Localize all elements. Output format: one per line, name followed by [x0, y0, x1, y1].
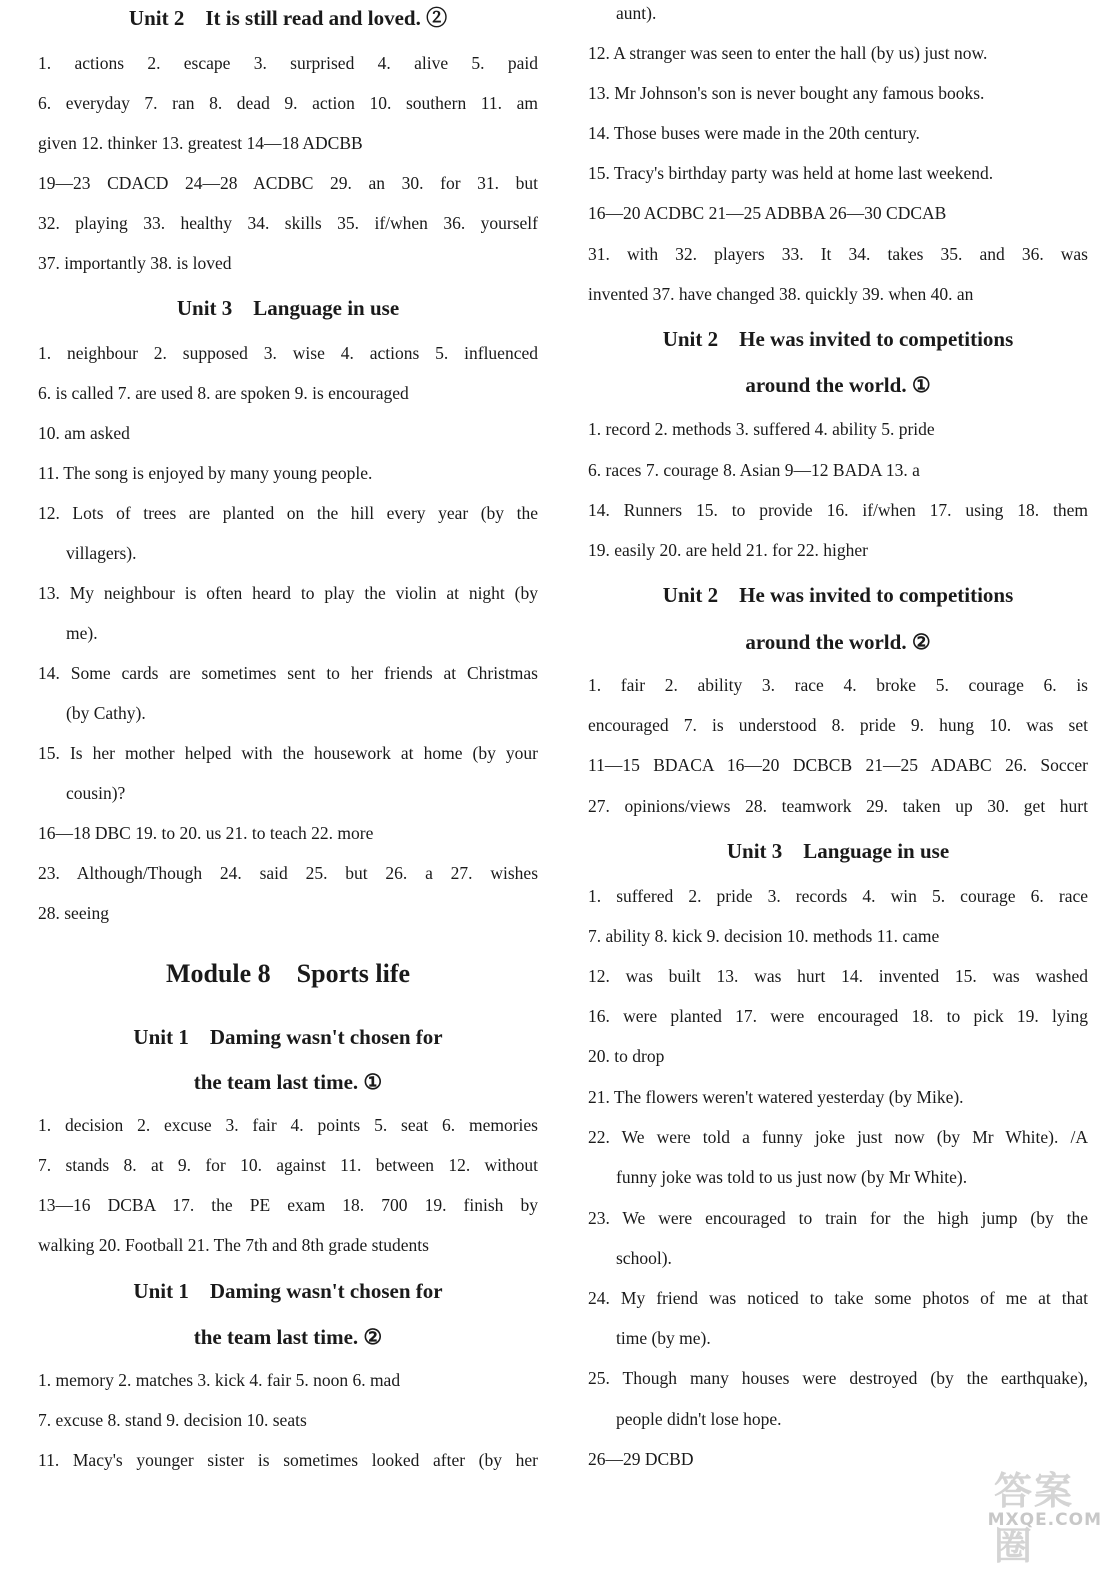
answer-line: 10. am asked — [38, 423, 130, 443]
answer-line: 16—20 ACDBC 21—25 ADBBA 26—30 CDCAB — [588, 203, 947, 223]
section-title-unit2-part2-cont: around the world. ② — [745, 630, 931, 654]
section-title-unit2: Unit 2 It is still read and loved. ② — [128, 6, 448, 30]
answer-line: 23. We were encouraged to train for the high jump (by the — [588, 1208, 1088, 1228]
answer-line: 1. suffered 2. pride 3. records 4. win 5. courage 6. race — [588, 886, 1088, 906]
answer-line: 13—16 DCBA 17. the PE exam 18. 700 19. finish by — [38, 1195, 538, 1215]
section-title-m8-unit1-part2-cont: the team last time. ② — [193, 1325, 383, 1349]
answer-line: 22. We were told a funny joke just now (by Mr White). /A — [588, 1127, 1088, 1147]
answer-line: 7. stands 8. at 9. for 10. against 11. between 12. without — [38, 1155, 538, 1175]
answer-line: 1. record 2. methods 3. suffered 4. ability 5. pride — [588, 419, 935, 439]
answer-line: 15. Tracy's birthday party was held at home last weekend. — [588, 163, 994, 183]
answer-line: 1. fair 2. ability 3. race 4. broke 5. courage 6. is — [588, 675, 1088, 695]
answer-line: 19—23 CDACD 24—28 ACDBC 29. an 30. for 31. but — [38, 173, 538, 193]
answer-line: 14. Runners 15. to provide 16. if/when 17. using 18. them — [588, 500, 1088, 520]
answer-line: 23. Although/Though 24. said 25. but 26. a 27. wishes — [38, 863, 538, 883]
answer-line: 16. were planted 17. were encouraged 18. to pick 19. lying — [588, 1006, 1088, 1026]
answer-line: 13. Mr Johnson's son is never bought any famous books. — [588, 83, 985, 103]
answer-line: walking 20. Football 21. The 7th and 8th grade students — [38, 1235, 429, 1255]
answer-line: time (by me). — [616, 1328, 711, 1348]
answer-line: 32. playing 33. healthy 34. skills 35. if/when 36. yourself — [38, 213, 538, 233]
answer-line: 31. with 32. players 33. It 34. takes 35. and 36. was — [588, 244, 1088, 264]
answer-line: people didn't lose hope. — [616, 1409, 782, 1429]
answer-line: 27. opinions/views 28. teamwork 29. taken up 30. get hurt — [588, 796, 1088, 816]
section-title-m8-unit1-part1: Unit 1 Daming wasn't chosen for — [133, 1025, 443, 1049]
answer-line: 25. Though many houses were destroyed (by the earthquake), — [588, 1368, 1088, 1388]
answer-line: invented 37. have changed 38. quickly 39. when 40. an — [588, 284, 974, 304]
answer-line: 21. The flowers weren't watered yesterday (by Mike). — [588, 1087, 964, 1107]
answer-line: 11. Macy's younger sister is sometimes looked after (by her — [38, 1450, 538, 1470]
answer-line: cousin)? — [66, 783, 126, 803]
answer-line: me). — [66, 623, 98, 643]
section-title-unit2-part2: Unit 2 He was invited to competitions — [662, 583, 1014, 607]
answer-line: 7. excuse 8. stand 9. decision 10. seats — [38, 1410, 307, 1430]
answer-line: 26—29 DCBD — [588, 1449, 694, 1469]
answer-line: funny joke was told to us just now (by Mr White). — [616, 1167, 968, 1187]
section-title-unit2-part1-cont: around the world. ① — [745, 373, 931, 397]
answer-line: 14. Those buses were made in the 20th century. — [588, 123, 920, 143]
answer-line: 6. everyday 7. ran 8. dead 9. action 10. southern 11. am — [38, 93, 538, 113]
answer-line: 15. Is her mother helped with the housework at home (by your — [38, 743, 538, 763]
answer-line: 14. Some cards are sometimes sent to her friends at Christmas — [38, 663, 538, 683]
answer-line: (by Cathy). — [66, 703, 146, 723]
answer-line: 12. Lots of trees are planted on the hill every year (by the — [38, 503, 538, 523]
answer-line: 6. is called 7. are used 8. are spoken 9. is encouraged — [38, 383, 409, 403]
module-title: Module 8 Sports life — [165, 959, 411, 988]
section-title-unit2-part1: Unit 2 He was invited to competitions — [662, 327, 1014, 351]
answer-line: encouraged 7. is understood 8. pride 9. hung 10. was set — [588, 715, 1088, 735]
answer-line: 12. A stranger was seen to enter the hall (by us) just now. — [588, 43, 988, 63]
answer-line: 37. importantly 38. is loved — [38, 253, 232, 273]
answer-line: 1. memory 2. matches 3. kick 4. fair 5. noon 6. mad — [38, 1370, 401, 1390]
answer-line: 20. to drop — [588, 1046, 665, 1066]
answer-line: 1. decision 2. excuse 3. fair 4. points 5. seat 6. memories — [38, 1115, 538, 1135]
answer-line: 13. My neighbour is often heard to play the violin at night (by — [38, 583, 538, 603]
section-title-unit3: Unit 3 Language in use — [726, 839, 950, 863]
site-watermark — [987, 1460, 1106, 1568]
answer-line: 16—18 DBC 19. to 20. us 21. to teach 22. more — [38, 823, 374, 843]
section-title-unit3: Unit 3 Language in use — [176, 296, 400, 320]
answer-line: 12. was built 13. was hurt 14. invented 15. was washed — [588, 966, 1088, 986]
answer-line: 28. seeing — [38, 903, 109, 923]
answer-line: 1. neighbour 2. supposed 3. wise 4. actions 5. influenced — [38, 343, 538, 363]
section-title-m8-unit1-part1-cont: the team last time. ① — [193, 1070, 383, 1094]
answer-line: 24. My friend was noticed to take some photos of me at that — [588, 1288, 1088, 1308]
answer-line: 19. easily 20. are held 21. for 22. higher — [588, 540, 868, 560]
answer-line: 11. The song is enjoyed by many young people. — [38, 463, 373, 483]
answer-line: 7. ability 8. kick 9. decision 10. methods 11. came — [588, 926, 940, 946]
answer-line: villagers). — [66, 543, 137, 563]
answer-line: 6. races 7. courage 8. Asian 9—12 BADA 13. a — [588, 460, 920, 480]
watermark-logo-text: 答案圈 — [994, 1469, 1075, 1568]
answer-line: 11—15 BDACA 16—20 DCBCB 21—25 ADABC 26. Soccer — [588, 755, 1088, 775]
answer-line: 1. actions 2. escape 3. surprised 4. alive 5. paid — [38, 53, 538, 73]
answer-line: aunt). — [616, 3, 657, 23]
section-title-m8-unit1-part2: Unit 1 Daming wasn't chosen for — [133, 1279, 443, 1303]
answer-line: given 12. thinker 13. greatest 14—18 ADCBB — [38, 133, 363, 153]
watermark-url: MXQE.COM — [987, 1510, 1102, 1530]
answer-line: school). — [616, 1248, 672, 1268]
